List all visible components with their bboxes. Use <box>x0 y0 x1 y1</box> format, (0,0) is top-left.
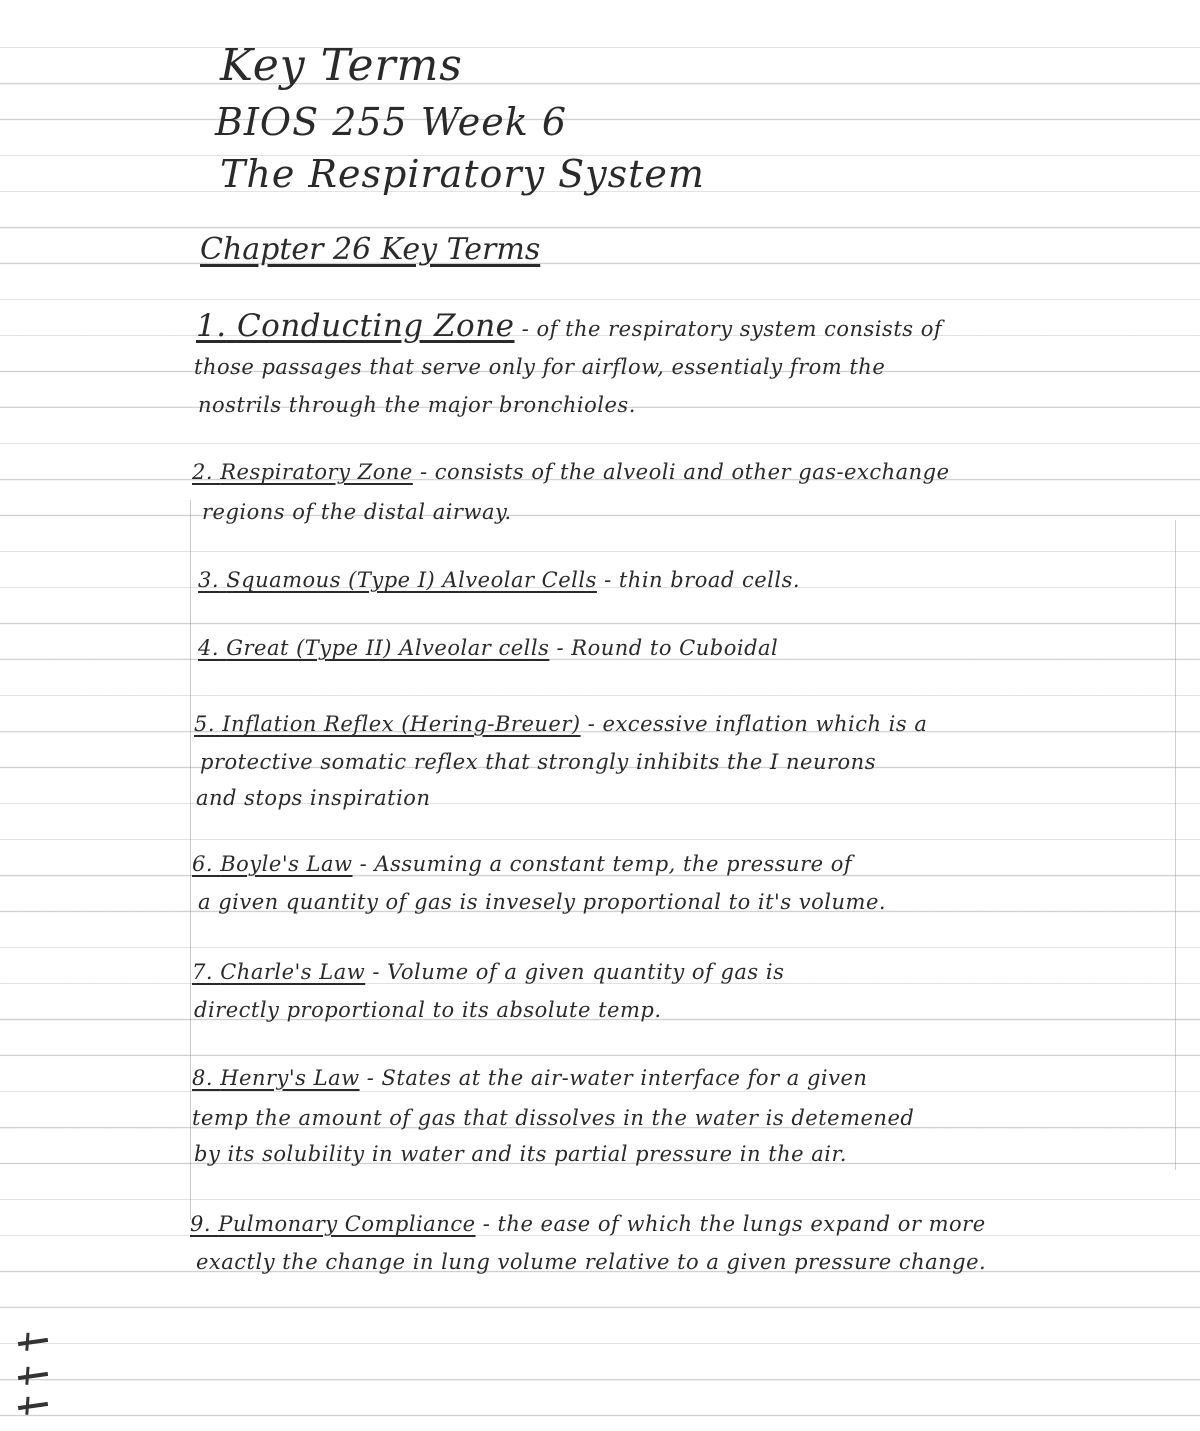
term-1-line-1: 1. Conducting Zone - of the respiratory system consists of <box>196 308 943 344</box>
term-3-line-1: 3. Squamous (Type I) Alveolar Cells - thin broad cells. <box>198 568 801 592</box>
term-6-line-2: a given quantity of gas is invesely proportional to it's volume. <box>198 890 887 914</box>
title-line-2: BIOS 255 Week 6 <box>215 100 568 144</box>
term-8-line-1: 8. Henry's Law - States at the air-water interface for a given <box>192 1066 868 1090</box>
term-7-name: 7. Charle's Law <box>192 960 366 984</box>
binder-mark <box>18 1402 48 1410</box>
margin-rule <box>190 500 191 1220</box>
term-1-line-3: nostrils through the major bronchioles. <box>198 393 636 417</box>
term-7-line-1: 7. Charle's Law - Volume of a given quantity of gas is <box>192 960 785 984</box>
title-line-1: Key Terms <box>220 40 463 91</box>
term-5-name: 5. Inflation Reflex (Hering-Breuer) <box>194 712 581 736</box>
term-9-line-2: exactly the change in lung volume relative to a given pressure change. <box>196 1250 987 1274</box>
term-8-line-2: temp the amount of gas that dissolves in the water is detemened <box>192 1106 915 1130</box>
term-8-line-3: by its solubility in water and its partial pressure in the air. <box>194 1142 847 1166</box>
term-5-line-3: and stops inspiration <box>196 786 431 810</box>
term-4-line-1: 4. Great (Type II) Alveolar cells - Round to Cuboidal <box>198 636 779 660</box>
title-line-3: The Respiratory System <box>220 152 705 196</box>
term-3-name: 3. Squamous (Type I) Alveolar Cells <box>198 568 597 592</box>
term-5-line-1: 5. Inflation Reflex (Hering-Breuer) - excessive inflation which is a <box>194 712 928 736</box>
chapter-heading: Chapter 26 Key Terms <box>200 232 541 267</box>
term-9-name: 9. Pulmonary Compliance <box>190 1212 476 1236</box>
binder-mark <box>18 1372 48 1380</box>
term-4-name: 4. Great (Type II) Alveolar cells <box>198 636 550 660</box>
term-6-name: 6. Boyle's Law <box>192 852 353 876</box>
term-2-name: 2. Respiratory Zone <box>192 460 413 484</box>
term-7-line-2: directly proportional to its absolute temp. <box>194 998 662 1022</box>
right-rule <box>1175 520 1176 1170</box>
term-5-line-2: protective somatic reflex that strongly inhibits the I neurons <box>200 750 876 774</box>
term-6-line-1: 6. Boyle's Law - Assuming a constant temp, the pressure of <box>192 852 853 876</box>
binder-mark <box>18 1338 48 1346</box>
term-9-line-1: 9. Pulmonary Compliance - the ease of which the lungs expand or more <box>190 1212 986 1236</box>
term-1-line-2: those passages that serve only for airflow, essentialy from the <box>194 355 886 379</box>
term-2-line-1: 2. Respiratory Zone - consists of the alveoli and other gas-exchange <box>192 460 950 484</box>
term-1-name: 1. Conducting Zone <box>196 308 515 344</box>
term-2-line-2: regions of the distal airway. <box>202 500 512 524</box>
term-8-name: 8. Henry's Law <box>192 1066 360 1090</box>
